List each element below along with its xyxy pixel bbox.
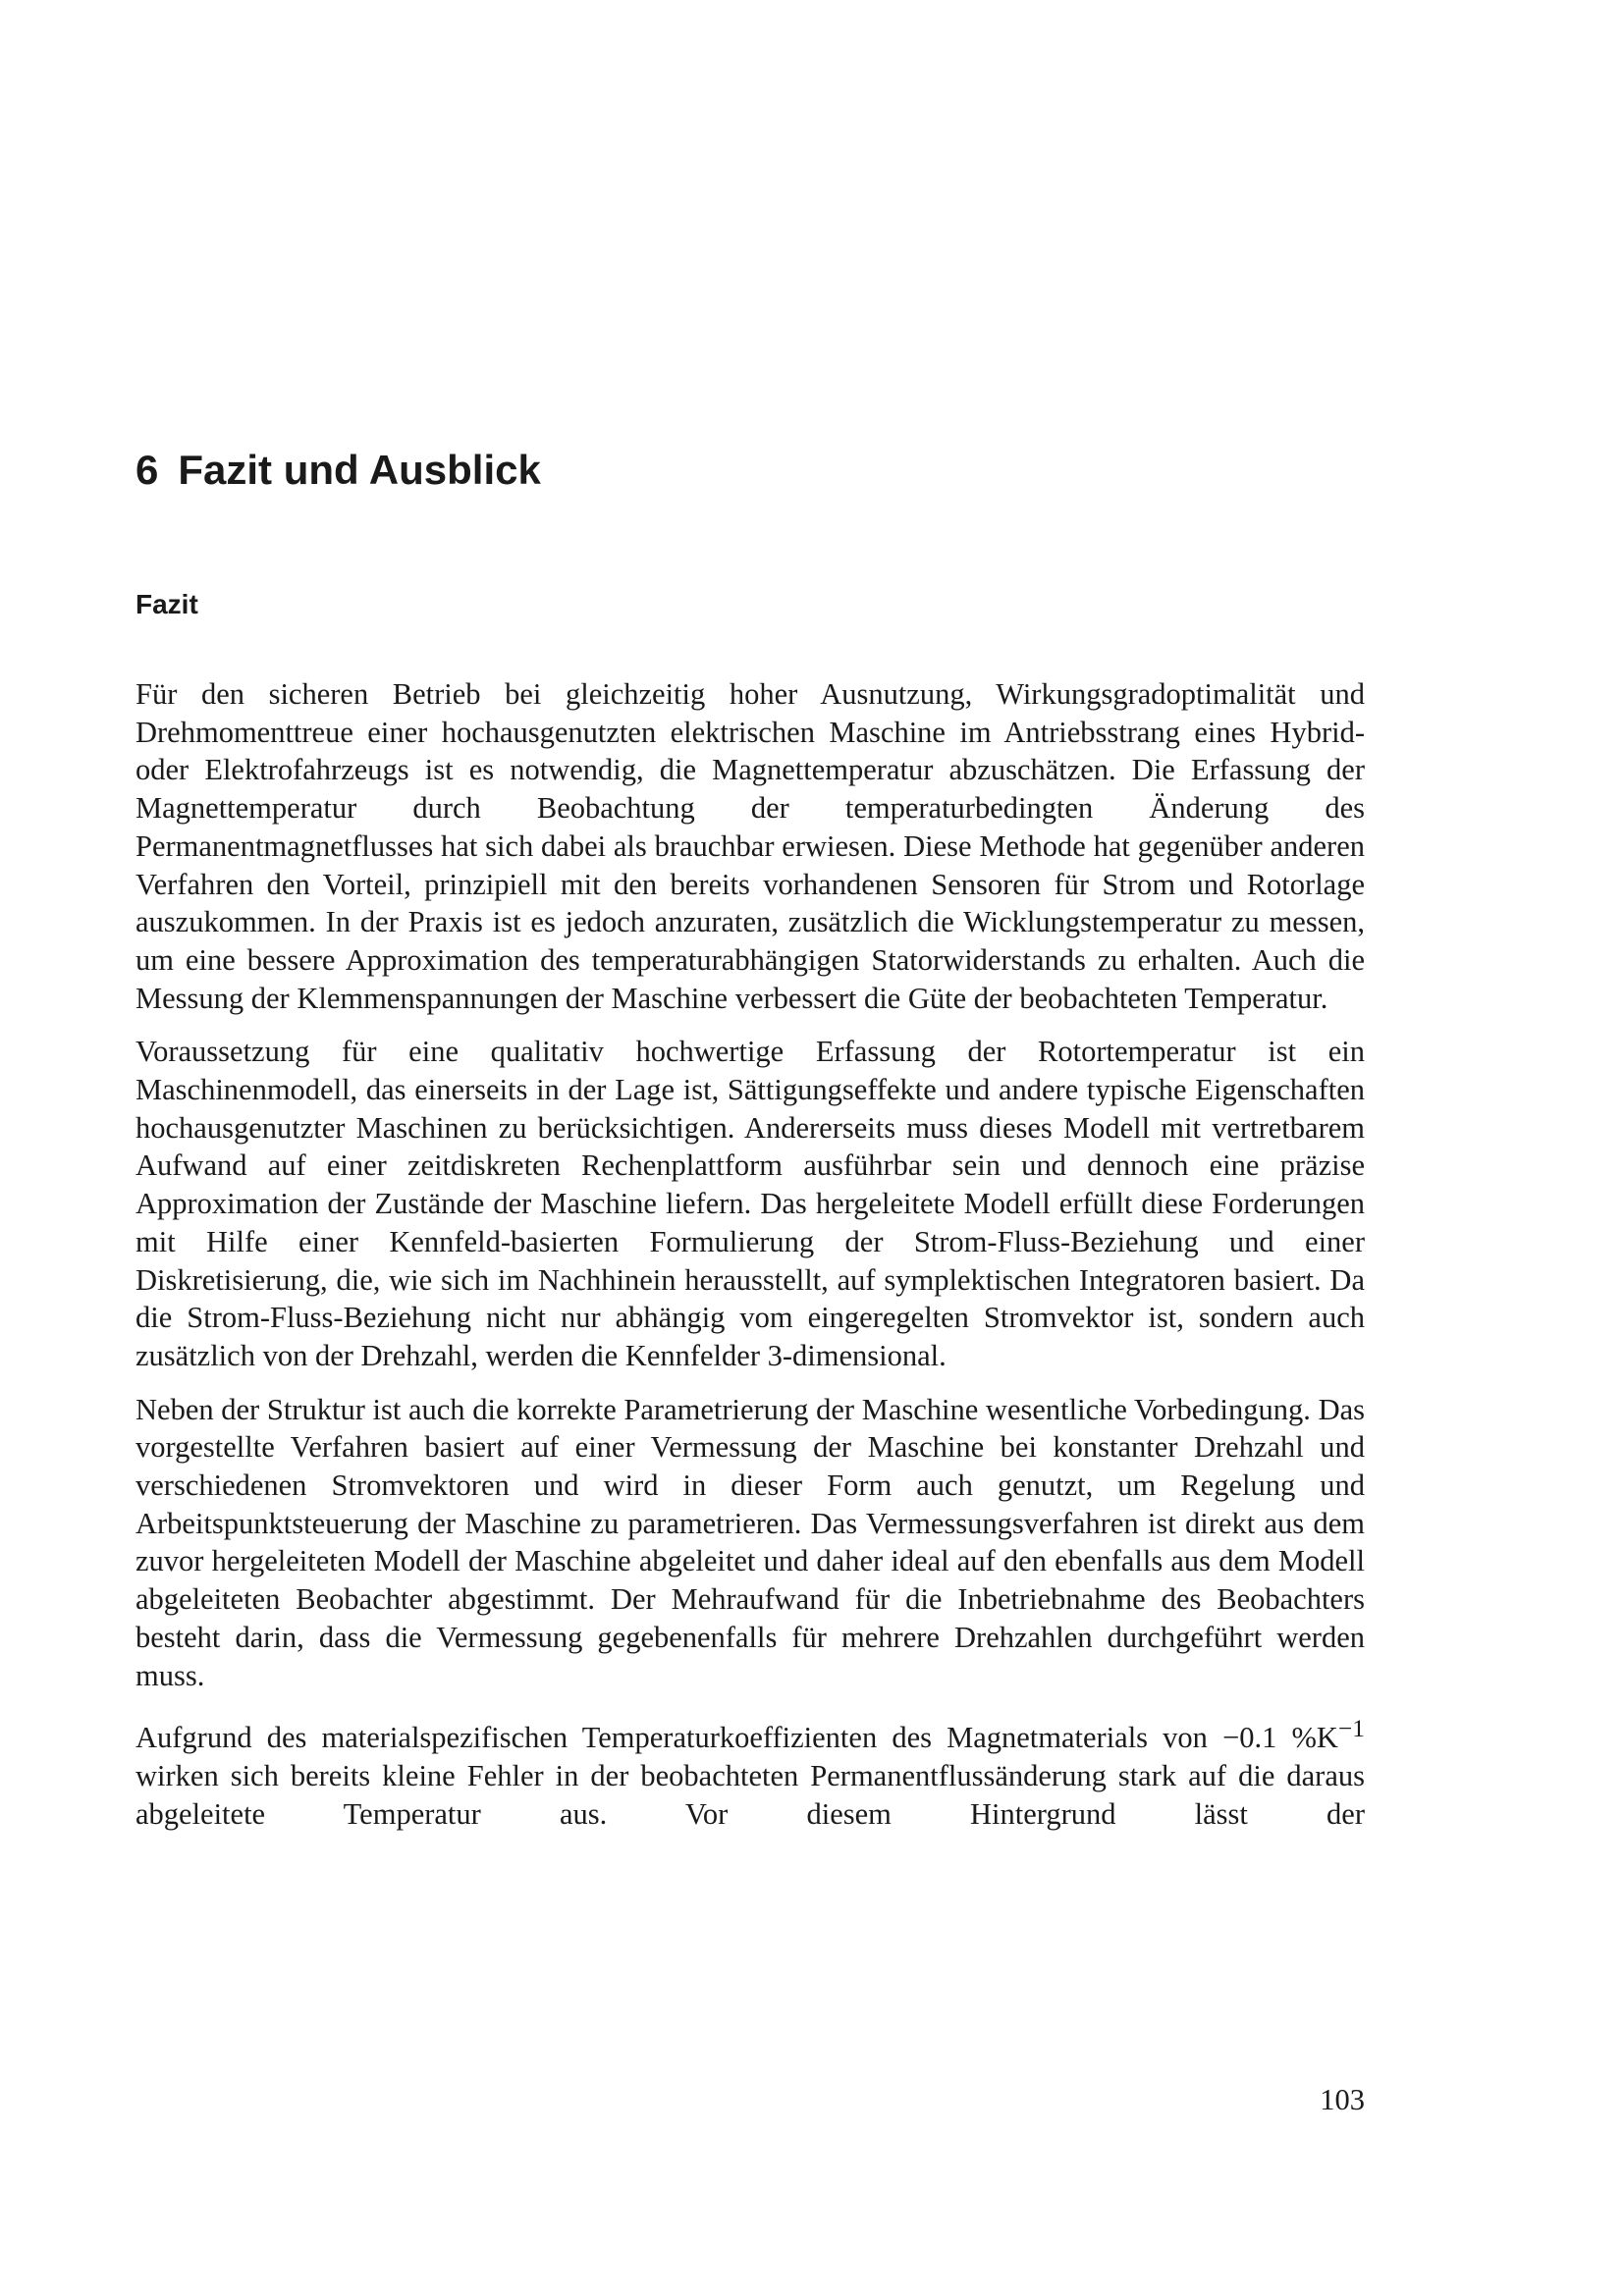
- page-number: 103: [1320, 2083, 1365, 2116]
- paragraph-3: Neben der Struktur ist auch die korrekte Parametrierung der Maschine wesentliche Vorbedingung. Das vorgestellte Verfahren basiert auf einer Vermessung der Maschine bei konstanter Drehzahl und verschiedenen Stromvektoren und wird in dieser Form auch genutzt, um Regelung und Arbeitspunktsteuerung der Maschine zu parametrieren. Das Vermessungsverfahren ist direkt aus dem zuvor hergeleiteten Modell der Maschine abgeleitet und daher ideal auf den ebenfalls aus dem Modell abgeleiteten Beobachter abgestimmt. Der Mehraufwand für die Inbetriebnahme des Beobachters besteht darin, dass die Vermessung gegebenenfalls für mehrere Drehzahlen durchgeführt werden muss.: [135, 1392, 1365, 1692]
- paragraph-4: [135, 1710, 1365, 1833]
- paragraph-2: Voraussetzung für eine qualitativ hochwertige Erfassung der Rotortemperatur ist ein Maschinenmodell, das einerseits in der Lage ist, Sättigungseffekte und andere typische Eigenschaften hochausgenutzter Maschinen zu berücksichtigen. Andererseits muss dieses Modell mit vertretbarem Aufwand auf einer zeitdiskreten Rechenplattform ausführbar sein und dennoch eine präzise Approximation der Zustände der Maschine liefern. Das hergeleitete Modell erfüllt diese Forderungen mit Hilfe einer Kennfeld-basierten Formulierung der Strom-Fluss-Beziehung und einer Diskretisierung, die, wie sich im Nachhinein herausstellt, auf symplektischen Integratoren basiert. Da die Strom-Fluss-Beziehung nicht nur abhängig vom eingeregelten Stromvektor ist, sondern auch zusätzlich von der Drehzahl, werden die Kennfelder 3-dimensional.: [135, 1035, 1365, 1372]
- chapter-number: 6: [135, 447, 159, 493]
- body-text: [135, 675, 1365, 1849]
- paragraph-4-start: Aufgrund des materialspezifischen Temperaturkoeffizienten des Magnetmaterials von: [135, 1721, 1223, 1755]
- paragraph-1: Für den sicheren Betrieb bei gleichzeitig hoher Ausnutzung, Wirkungsgradoptimalität und Drehmomenttreue einer hochausgenutzten elektrischen Maschine im Antriebsstrang eines Hybrid- oder Elektrofahrzeugs ist es notwendig, die Magnettemperatur abzuschätzen. Die Erfassung der Magnettemperatur durch Beobachtung der temperaturbedingten Änderung des Permanentmagnetflusses hat sich dabei als brauchbar erwiesen. Diese Methode hat gegenüber anderen Verfahren den Vorteil, prinzipiell mit den bereits vorhandenen Sensoren für Strom und Rotorlage auszukommen. In der Praxis ist es jedoch anzuraten, zusätzlich die Wicklungstemperatur zu messen, um eine bessere Approximation des temperaturabhängigen Statorwiderstands zu erhalten. Auch die Messung der Klemmenspannungen der Maschine verbessert die Güte der beobachteten Temperatur.: [135, 677, 1365, 1015]
- chapter-title: Fazit und Ausblick: [178, 447, 541, 493]
- chapter-heading: [135, 444, 541, 497]
- section-heading: Fazit: [135, 589, 198, 619]
- temperature-coefficient: −0.1 %K: [1222, 1721, 1338, 1755]
- paragraph-4-end: wirken sich bereits kleine Fehler in der beobachteten Permanentflussänderung stark auf die daraus abgeleitete Temperatur aus. Vor diesem Hintergrund lässt der: [135, 1759, 1365, 1831]
- temperature-coefficient-exponent: −1: [1337, 1715, 1365, 1743]
